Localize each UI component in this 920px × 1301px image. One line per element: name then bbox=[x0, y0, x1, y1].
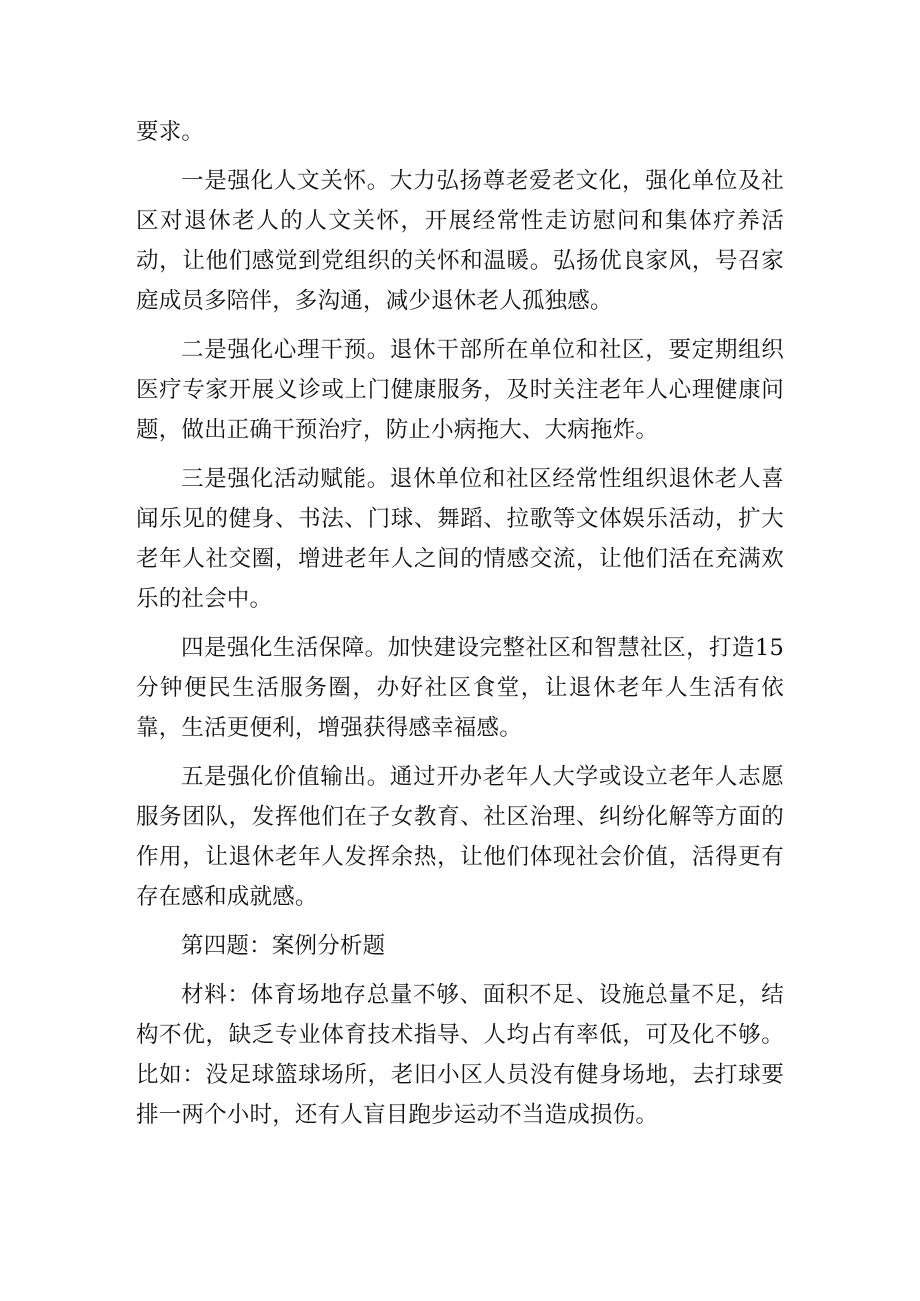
paragraph-psychological-intervention: 二是强化心理干预。退休干部所在单位和社区，要定期组织医疗专家开展义诊或上门健康服务，及时关注老年人心理健康问题，做出正确干预治疗，防止小病拖大、大病拖炸。 bbox=[136, 337, 784, 443]
question-four-heading: 第四题：案例分析题 bbox=[181, 933, 386, 959]
paragraph-humanistic-care: 一是强化人文关怀。大力弘扬尊老爱老文化，强化单位及社区对退休老人的人文关怀，开展经常性走访慰问和集体疗养活动，让他们感觉到党组织的关怀和温暖。弘扬优良家风，号召家庭成员多陪伴，多沟通，减少退休老人孤独感。 bbox=[136, 168, 784, 314]
paragraph-continuation: 要求。 bbox=[136, 119, 205, 145]
paragraph-activity-empowerment: 三是强化活动赋能。退休单位和社区经常性组织退休老人喜闻乐见的健身、书法、门球、舞蹈、拉歌等文体娱乐活动，扩大老年人社交圈，增进老年人之间的情感交流，让他们活在充满欢乐的社会中。 bbox=[136, 466, 784, 612]
paragraph-life-security: 四是强化生活保障。加快建设完整社区和智慧社区，打造15分钟便民生活服务圈，办好社区食堂，让退休老年人生活有依靠，生活更便利，增强获得感幸福感。 bbox=[136, 635, 784, 741]
paragraph-value-output: 五是强化价值输出。通过开办老年人大学或设立老年人志愿服务团队，发挥他们在子女教育、社区治理、纠纷化解等方面的作用，让退休老年人发挥余热，让他们体现社会价值，活得更有存在感和成就感。 bbox=[136, 764, 784, 910]
paragraph-case-material: 材料：体育场地存总量不够、面积不足、设施总量不足，结构不优，缺乏专业体育技术指导、人均占有率低，可及化不够。比如：没足球篮球场所，老旧小区人员没有健身场地，去打球要排一两个小时，还有人盲目跑步运动不当造成损伤。 bbox=[136, 982, 784, 1128]
